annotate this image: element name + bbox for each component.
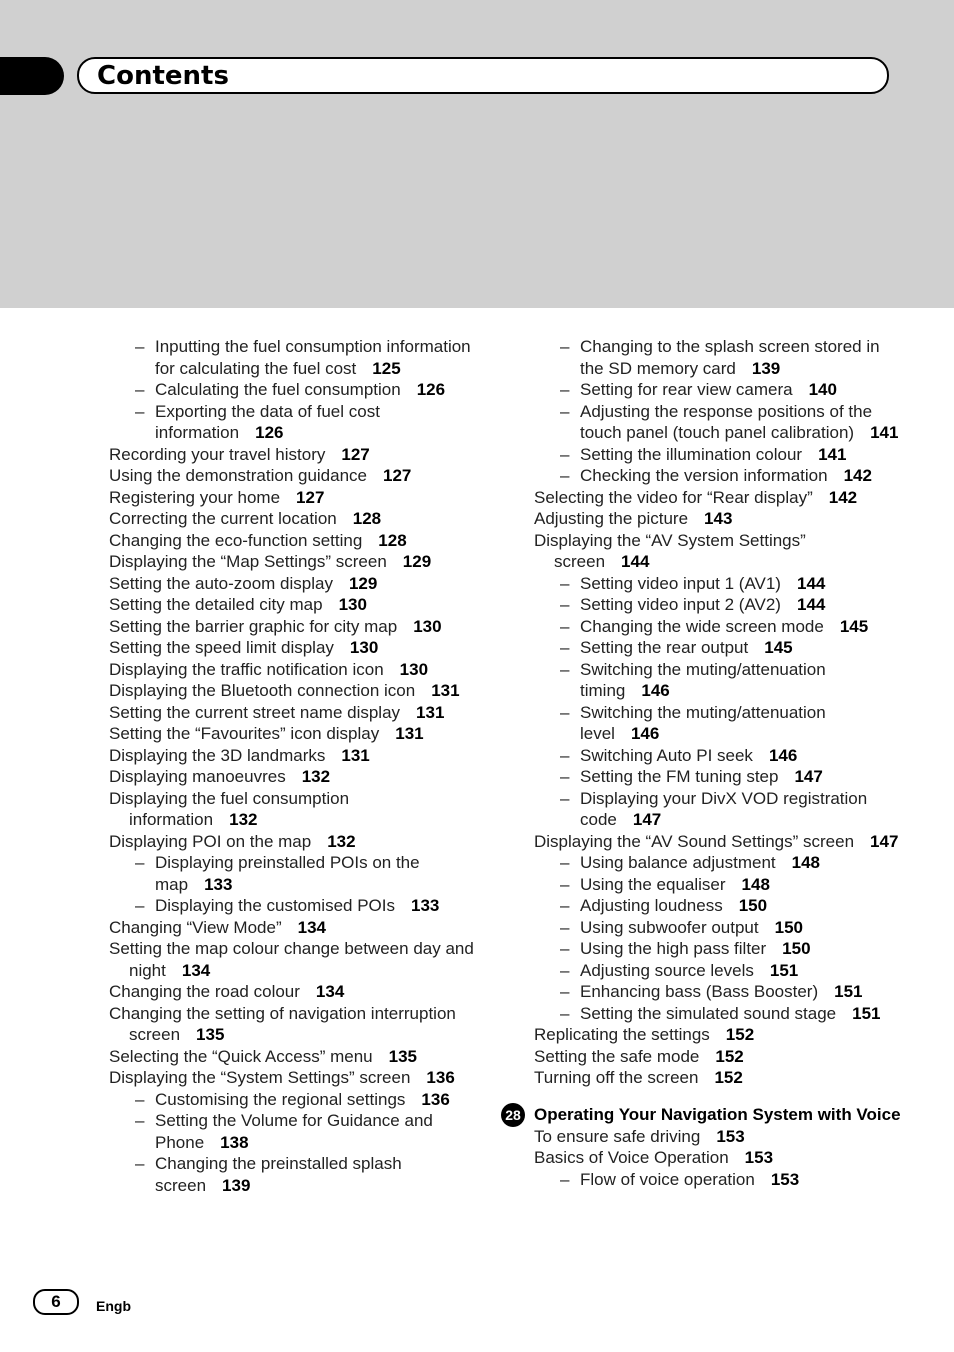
toc-page-number: 153 [770, 1169, 800, 1189]
toc-entry[interactable] [534, 831, 904, 853]
toc-subentry[interactable] [109, 852, 479, 895]
toc-entry-text: Displaying POI on the map [109, 831, 312, 851]
toc-subentry[interactable] [534, 895, 904, 917]
toc-page-number: 131 [395, 724, 424, 743]
toc-entry[interactable] [109, 981, 479, 1003]
toc-page-number: 143 [704, 509, 733, 528]
toc-entry-text: Displaying the fuel consumption information [109, 788, 350, 829]
toc-page-number: 130 [399, 659, 429, 679]
toc-subentry[interactable] [534, 788, 904, 831]
dash-bullet: – [135, 380, 145, 399]
toc-left-column [109, 336, 479, 1196]
toc-entry[interactable] [109, 680, 479, 702]
toc-subentry[interactable] [534, 960, 904, 982]
toc-entry-text: Changing “View Mode” [109, 917, 282, 937]
toc-page-number: 127 [341, 444, 370, 464]
toc-page-number: 138 [220, 1132, 249, 1152]
dash-bullet: – [560, 573, 570, 593]
toc-entry-text: Adjusting the response positions of the touch panel (touch panel calibration) [580, 401, 873, 442]
toc-page-number: 153 [716, 1126, 745, 1146]
toc-page-number: 130 [338, 595, 367, 614]
toc-subentry[interactable] [534, 917, 904, 939]
toc-entry-text: Adjusting loudness [580, 896, 723, 915]
toc-entry[interactable] [534, 1147, 904, 1169]
toc-page-number: 139 [751, 358, 781, 378]
toc-page-number: 145 [839, 616, 869, 636]
toc-page-number: 135 [196, 1025, 225, 1044]
section-number-badge: 28 [501, 1103, 525, 1127]
toc-page-number: 150 [738, 896, 768, 915]
dash-bullet: – [560, 337, 570, 356]
toc-entry-text: Displaying the traffic notification icon [109, 659, 384, 679]
toc-page-number: 148 [741, 874, 770, 894]
toc-entry-text: Displaying the 3D landmarks [109, 745, 326, 765]
toc-subentry[interactable] [534, 573, 904, 595]
toc-subentry[interactable] [534, 616, 904, 638]
toc-entry-text: Setting the rear output [580, 638, 749, 657]
toc-entry-text: Switching the muting/attenuation level [580, 702, 826, 743]
toc-entry[interactable] [109, 487, 479, 509]
toc-entry[interactable] [109, 444, 479, 466]
toc-subentry[interactable] [534, 379, 904, 401]
toc-entry-text: Switching Auto PI seek [580, 745, 753, 765]
dash-bullet: – [560, 638, 570, 657]
toc-page-number: 131 [431, 681, 460, 700]
toc-subentry[interactable] [534, 465, 904, 487]
toc-entry[interactable] [109, 530, 479, 552]
toc-page-number: 135 [388, 1046, 417, 1066]
toc-entry-text: Using balance adjustment [580, 853, 776, 872]
toc-entry-text: Enhancing bass (Bass Booster) [580, 982, 819, 1001]
toc-entry-text: Setting the safe mode [534, 1046, 700, 1066]
toc-entry-text: Adjusting the picture [534, 509, 689, 528]
toc-subentry[interactable] [109, 336, 479, 379]
toc-entry-text: Displaying the “System Settings” screen [109, 1068, 411, 1087]
toc-page-number: 127 [296, 487, 325, 507]
dash-bullet: – [135, 896, 145, 915]
toc-entry-text: Changing the eco-function setting [109, 530, 363, 550]
toc-entry-text: To ensure safe driving [534, 1126, 701, 1146]
toc-entry-text: Displaying preinstalled POIs on the map [155, 853, 420, 894]
toc-page-number: 136 [421, 1089, 450, 1109]
toc-entry-text: Setting the “Favourites” icon display [109, 724, 380, 743]
toc-page-number: 152 [715, 1046, 744, 1066]
dash-bullet: – [560, 874, 570, 894]
toc-entry-text: Displaying the customised POIs [155, 896, 395, 915]
toc-page-number: 134 [315, 982, 345, 1001]
toc-subentry[interactable] [534, 594, 904, 616]
toc-page-number: 132 [229, 810, 258, 829]
dash-bullet: – [135, 337, 145, 356]
toc-entry-text: Setting the map colour change between day and night [109, 939, 474, 980]
toc-entry[interactable] [109, 788, 479, 831]
toc-subentry[interactable] [534, 702, 904, 745]
toc-entry[interactable] [534, 1126, 904, 1148]
toc-page-number: 144 [796, 573, 826, 593]
toc-entry-text: Setting for rear view camera [580, 380, 793, 399]
dash-bullet: – [135, 1154, 145, 1173]
toc-entry[interactable] [109, 465, 479, 487]
toc-subentry[interactable] [534, 659, 904, 702]
toc-entry[interactable] [109, 938, 479, 981]
toc-subentry[interactable] [534, 766, 904, 788]
toc-page-number: 142 [828, 487, 858, 507]
toc-subentry[interactable] [534, 336, 904, 379]
toc-page-number: 130 [349, 638, 379, 657]
toc-page-number: 129 [348, 573, 378, 593]
toc-page-number: 148 [791, 853, 820, 872]
toc-subentry[interactable] [109, 1089, 479, 1111]
dash-bullet: – [560, 960, 570, 980]
toc-subentry[interactable] [109, 895, 479, 917]
toc-entry-text: Customising the regional settings [155, 1089, 406, 1109]
page-title: Contents [97, 61, 229, 91]
toc-page-number: 131 [341, 745, 370, 765]
toc-subentry[interactable] [109, 1153, 479, 1196]
dash-bullet: – [560, 616, 570, 636]
toc-entry[interactable] [109, 573, 479, 595]
toc-entry-text: Using the demonstration guidance [109, 466, 367, 485]
dash-bullet: – [560, 1003, 570, 1023]
toc-page-number: 145 [764, 638, 793, 657]
toc-right-column [505, 336, 904, 1190]
toc-page-number: 141 [870, 423, 899, 442]
toc-page-number: 126 [416, 380, 446, 399]
toc-entry[interactable] [534, 487, 904, 509]
toc-page-number: 144 [796, 595, 826, 614]
header-band [0, 0, 954, 308]
toc-entry-text: Turning off the screen [534, 1068, 699, 1087]
toc-entry-text: Setting the Volume for Guidance and Phone [155, 1111, 433, 1152]
toc-page-number: 150 [782, 939, 811, 958]
dash-bullet: – [560, 466, 570, 485]
toc-entry-text: Setting video input 2 (AV2) [580, 595, 781, 614]
language-code: Engb [96, 1298, 131, 1314]
toc-page-number: 131 [416, 702, 445, 722]
toc-entry[interactable] [534, 1067, 904, 1089]
toc-subentry[interactable] [109, 1110, 479, 1153]
toc-entry-text: Using subwoofer output [580, 917, 759, 937]
toc-entry-text: Correcting the current location [109, 509, 337, 528]
toc-page-number: 147 [794, 767, 823, 786]
toc-entry-text: Using the high pass filter [580, 939, 767, 958]
toc-entry[interactable] [109, 508, 479, 530]
toc-entry[interactable] [109, 616, 479, 638]
toc-page-number: 127 [383, 466, 412, 485]
toc-entry-text: Flow of voice operation [580, 1169, 755, 1189]
toc-entry[interactable] [534, 1024, 904, 1046]
toc-entry-text: Displaying the “AV System Settings” screen [534, 530, 806, 571]
page-number: 6 [33, 1289, 79, 1315]
toc-page-number: 151 [852, 1003, 881, 1023]
title-box [77, 57, 889, 94]
dash-bullet: – [560, 896, 570, 915]
toc-entry-text: Displaying your DivX VOD registration code [580, 788, 868, 829]
toc-subentry[interactable] [534, 637, 904, 659]
dash-bullet: – [560, 767, 570, 786]
dash-bullet: – [560, 917, 570, 937]
toc-page-number: 146 [630, 724, 660, 743]
dash-bullet: – [560, 939, 570, 958]
toc-page-number: 134 [297, 917, 326, 937]
dash-bullet: – [560, 702, 570, 722]
toc-subentry[interactable] [109, 379, 479, 401]
toc-subentry[interactable] [534, 1169, 904, 1191]
toc-entry[interactable] [109, 745, 479, 767]
toc-page-number: 132 [301, 767, 331, 786]
toc-subentry[interactable] [534, 852, 904, 874]
toc-entry-text: Inputting the fuel consumption information for calculating the fuel cost [155, 337, 471, 378]
toc-entry-text: Displaying the Bluetooth connection icon [109, 681, 416, 700]
toc-entry[interactable] [109, 594, 479, 616]
toc-entry[interactable] [109, 1067, 479, 1089]
dash-bullet: – [135, 1111, 145, 1130]
toc-subentry[interactable] [534, 444, 904, 466]
toc-entry-text: Using the equaliser [580, 874, 726, 894]
toc-entry-text: Setting the auto-zoom display [109, 573, 333, 593]
toc-entry-text: Setting the simulated sound stage [580, 1003, 837, 1023]
toc-entry[interactable] [109, 551, 479, 573]
dash-bullet: – [135, 1089, 145, 1109]
toc-page-number: 153 [744, 1148, 774, 1167]
dash-bullet: – [560, 595, 570, 614]
toc-entry-text: Basics of Voice Operation [534, 1148, 729, 1167]
toc-entry-text: Adjusting source levels [580, 960, 754, 980]
toc-subentry[interactable] [534, 401, 904, 444]
toc-subentry[interactable] [109, 401, 479, 444]
dash-bullet: – [135, 401, 145, 421]
toc-entry[interactable] [109, 1046, 479, 1068]
toc-entry-text: Changing to the splash screen stored in the SD memory card [580, 337, 880, 378]
toc-entry[interactable] [534, 530, 904, 573]
toc-entry-text: Setting the speed limit display [109, 638, 334, 657]
toc-entry[interactable] [109, 702, 479, 724]
toc-page-number: 141 [818, 444, 847, 464]
toc-entry-text: Switching the muting/attenuation timing [580, 659, 826, 700]
toc-entry[interactable] [534, 1046, 904, 1068]
toc-entry-text: Selecting the “Quick Access” menu [109, 1046, 373, 1066]
toc-page-number: 142 [843, 466, 872, 485]
toc-page-number: 146 [641, 681, 670, 700]
toc-entry[interactable] [109, 766, 479, 788]
toc-page-number: 134 [181, 960, 211, 980]
toc-page-number: 128 [352, 509, 382, 528]
toc-entry-text: Changing the wide screen mode [580, 616, 824, 636]
toc-entry[interactable] [109, 723, 479, 745]
toc-page-number: 139 [222, 1175, 251, 1195]
toc-entry-text: Changing the road colour [109, 982, 300, 1001]
toc-entry-text: Selecting the video for “Rear display” [534, 487, 813, 507]
toc-entry-text: Displaying manoeuvres [109, 767, 286, 786]
toc-entry[interactable] [109, 637, 479, 659]
section-title: Operating Your Navigation System with Voice [534, 1104, 901, 1124]
toc-page-number: 147 [870, 831, 899, 851]
toc-page-number: 128 [378, 530, 407, 550]
dash-bullet: – [560, 788, 570, 808]
toc-entry-text: Changing the setting of navigation interruption screen [109, 1003, 456, 1044]
toc-entry[interactable] [109, 1003, 479, 1046]
toc-page-number: 144 [621, 552, 650, 571]
dash-bullet: – [560, 982, 570, 1001]
toc-entry-text: Setting the barrier graphic for city map [109, 616, 398, 636]
toc-entry-text: Checking the version information [580, 466, 828, 485]
toc-entry-text: Setting video input 1 (AV1) [580, 573, 781, 593]
toc-section-heading[interactable] [505, 1103, 904, 1126]
toc-entry-text: Setting the illumination colour [580, 444, 803, 464]
toc-entry-text: Replicating the settings [534, 1025, 710, 1044]
dash-bullet: – [135, 853, 145, 872]
toc-page-number: 140 [808, 380, 837, 399]
toc-entry-text: Setting the current street name display [109, 702, 401, 722]
toc-entry[interactable] [534, 508, 904, 530]
toc-page-number: 150 [774, 917, 803, 937]
toc-page-number: 125 [372, 358, 401, 378]
dash-bullet: – [560, 745, 570, 765]
toc-entry[interactable] [109, 659, 479, 681]
toc-entry-text: Displaying the “Map Settings” screen [109, 552, 387, 571]
toc-page-number: 132 [327, 831, 356, 851]
toc-page-number: 151 [769, 960, 799, 980]
toc-subentry[interactable] [534, 938, 904, 960]
toc-entry-text: Calculating the fuel consumption [155, 380, 401, 399]
toc-subentry[interactable] [534, 745, 904, 767]
dash-bullet: – [560, 1169, 570, 1189]
toc-entry-text: Changing the preinstalled splash screen [155, 1154, 402, 1195]
toc-page-number: 130 [413, 616, 442, 636]
toc-page-number: 126 [255, 423, 284, 442]
dash-bullet: – [560, 444, 570, 464]
toc-page-number: 152 [714, 1068, 743, 1087]
toc-page-number: 146 [768, 745, 798, 765]
toc-entry-text: Registering your home [109, 487, 281, 507]
toc-entry-text: Exporting the data of fuel cost information [155, 401, 380, 442]
dash-bullet: – [560, 853, 570, 872]
toc-entry-text: Recording your travel history [109, 444, 326, 464]
toc-page-number: 133 [411, 896, 440, 915]
dash-bullet: – [560, 659, 570, 679]
toc-page-number: 147 [632, 810, 662, 829]
toc-page-number: 129 [402, 552, 432, 571]
toc-entry-text: Displaying the “AV Sound Settings” screen [534, 831, 855, 851]
dash-bullet: – [560, 380, 570, 399]
toc-entry-text: Setting the FM tuning step [580, 767, 779, 786]
toc-entry-text: Setting the detailed city map [109, 595, 323, 614]
toc-subentry[interactable] [534, 1003, 904, 1025]
chapter-tab [0, 57, 64, 95]
toc-page-number: 136 [426, 1068, 455, 1087]
toc-entry[interactable] [109, 831, 479, 853]
dash-bullet: – [560, 401, 570, 421]
toc-subentry[interactable] [534, 874, 904, 896]
toc-page-number: 151 [834, 982, 863, 1001]
toc-page-number: 152 [725, 1025, 755, 1044]
toc-page-number: 133 [204, 874, 233, 894]
toc-entry[interactable] [109, 917, 479, 939]
toc-subentry[interactable] [534, 981, 904, 1003]
